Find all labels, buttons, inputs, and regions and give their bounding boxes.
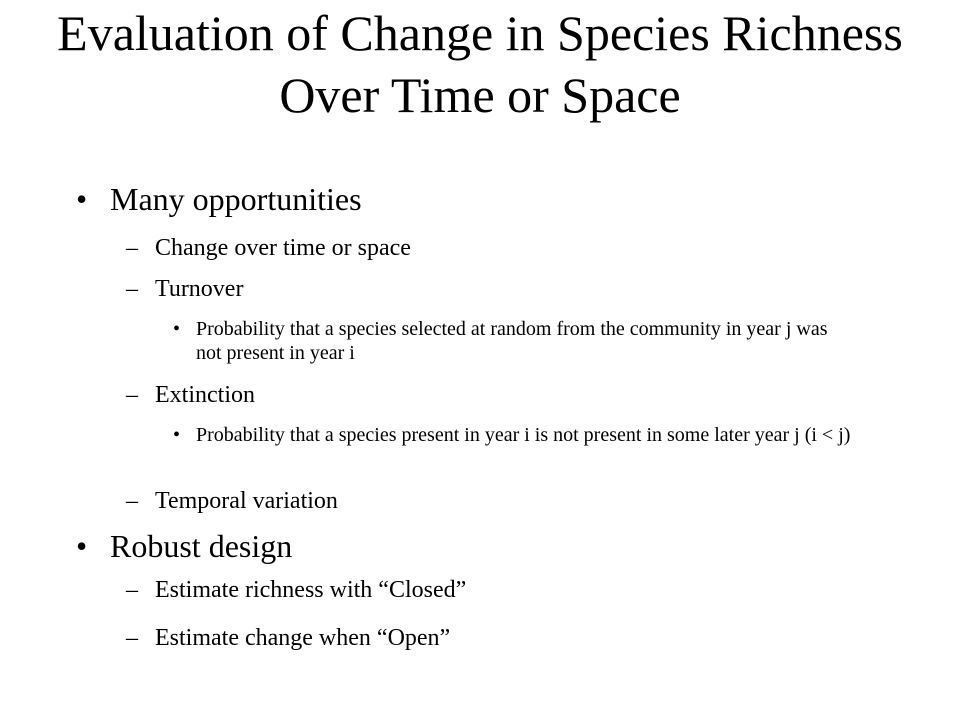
detail-bullet-text: Probability that a species present in year i is not present in some later year j (i < j) <box>196 424 851 446</box>
sub-bullet-text: Turnover <box>155 276 244 302</box>
bullet-marker: • <box>76 528 88 564</box>
sub-bullet-text: Estimate change when “Open” <box>155 625 451 651</box>
bullet-text: Many opportunities <box>110 181 362 217</box>
detail-bullet-text: Probability that a species selected at random from the community in year j was not present in year i <box>196 318 828 364</box>
slide-title: Evaluation of Change in Species Richness Over Time or Space <box>57 5 903 123</box>
sub-bullet-text: Temporal variation <box>155 488 338 514</box>
sub-bullet-text: Extinction <box>155 382 255 408</box>
bullet-marker: • <box>76 181 88 217</box>
dash-marker: – <box>126 235 138 261</box>
bullet-text: Robust design <box>110 528 293 564</box>
dash-marker: – <box>126 625 138 651</box>
sub-bullet-text: Estimate richness with “Closed” <box>155 577 467 603</box>
dash-marker: – <box>126 276 138 302</box>
dash-marker: – <box>126 488 138 514</box>
dash-marker: – <box>126 577 138 603</box>
dash-marker: – <box>126 382 138 408</box>
bullet-marker: • <box>173 424 181 446</box>
bullet-marker: • <box>173 318 181 340</box>
sub-bullet-text: Change over time or space <box>155 235 411 261</box>
